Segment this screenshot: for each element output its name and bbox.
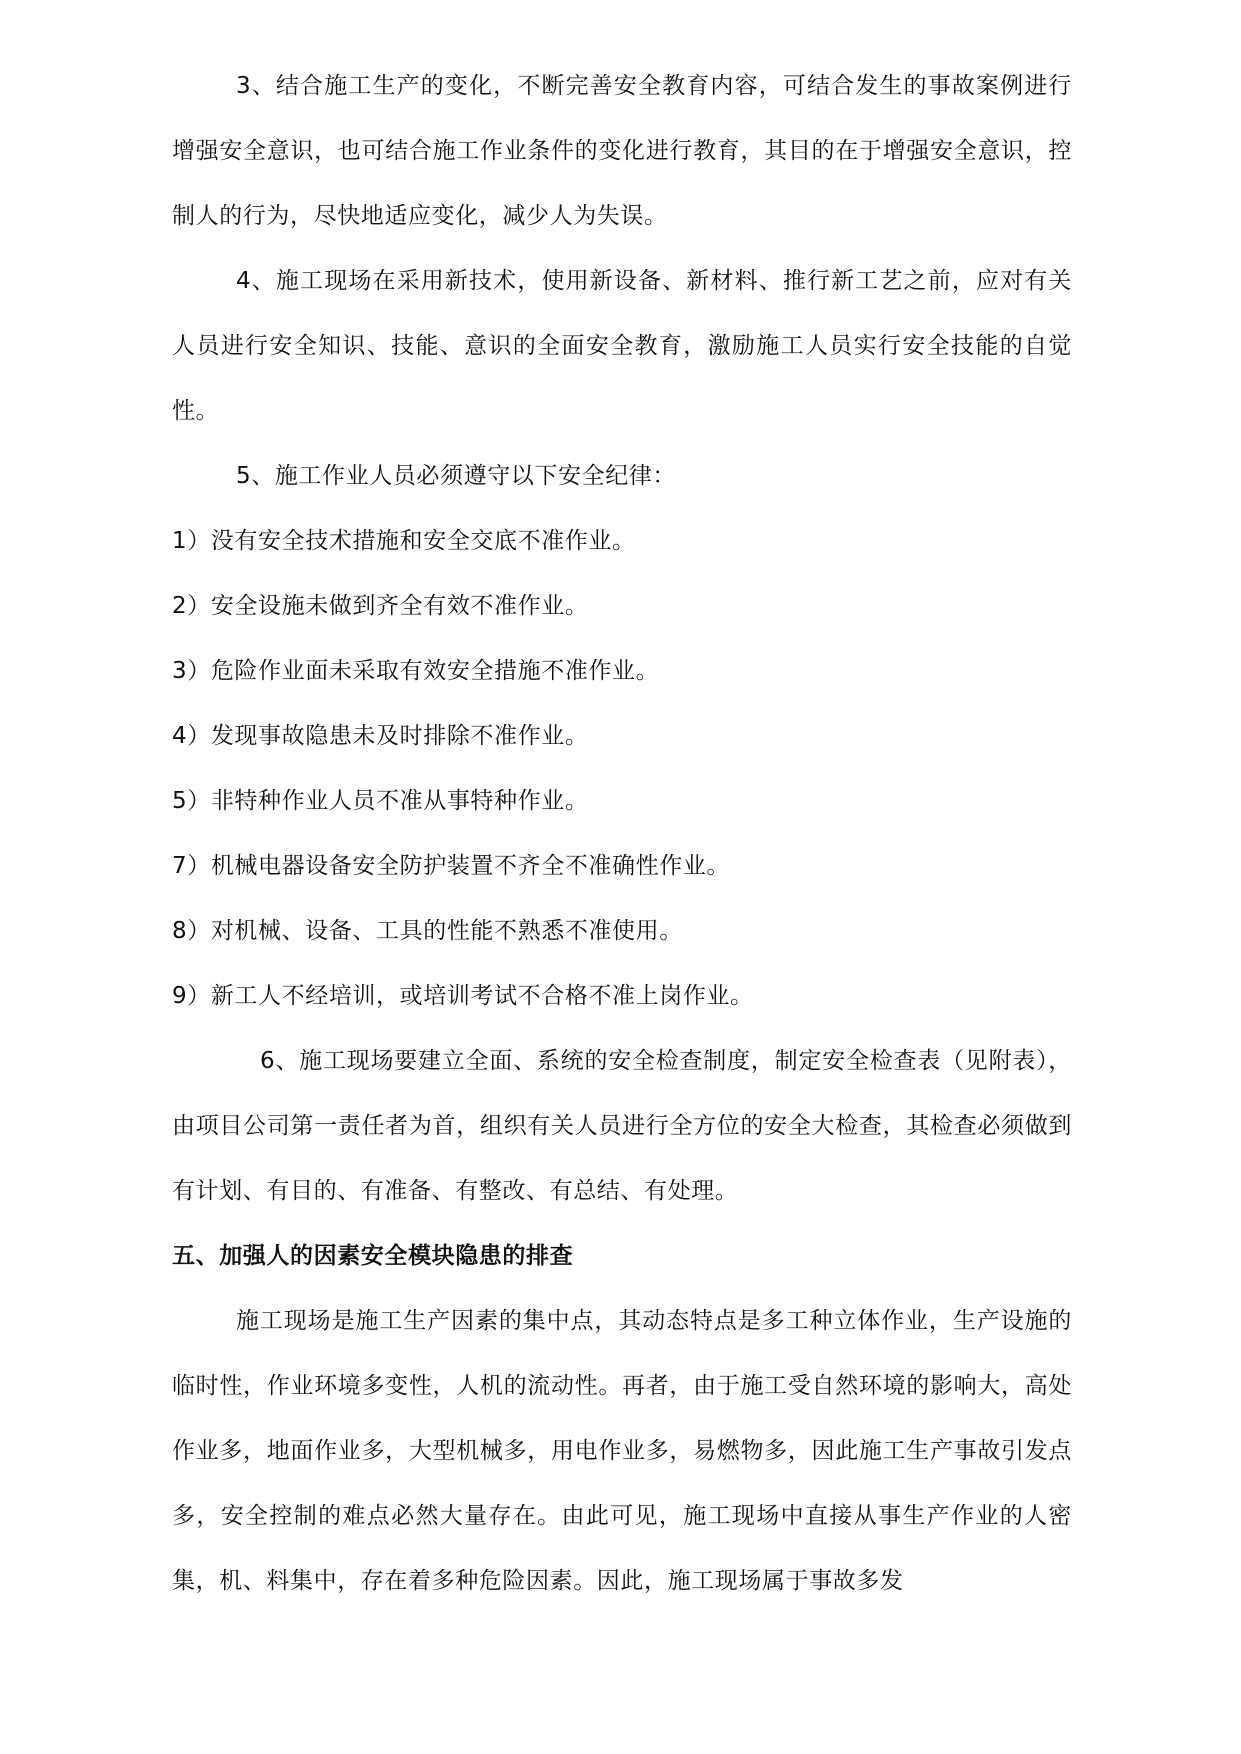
section-heading: 五、加强人的因素安全模块隐患的排查 <box>172 1243 574 1269</box>
page-content <box>172 54 1072 1614</box>
discipline-list-item: 4）发现事故隐患未及时排除不准作业。 <box>172 723 589 749</box>
discipline-list <box>172 509 1072 1029</box>
discipline-list-item: 3）危险作业面未采取有效安全措施不准作业。 <box>172 658 660 684</box>
discipline-list-item: 2）安全设施未做到齐全有效不准作业。 <box>172 593 589 619</box>
paragraph-item-4: 4、施工现场在采用新技术，使用新设备、新材料、推行新工艺之前，应对有关人员进行安全知识、技能、意识的全面安全教育，激励施工人员实行安全技能的自觉性。 <box>172 268 1072 424</box>
discipline-list-item: 7）机械电器设备安全防护装置不齐全不准确性作业。 <box>172 853 731 879</box>
section-body-paragraph: 施工现场是施工生产因素的集中点，其动态特点是多工种立体作业，生产设施的临时性，作业环境多变性，人机的流动性。再者，由于施工受自然环境的影响大，高处作业多，地面作业多，大型机械多，用电作业多，易燃物多，因此施工生产事故引发点多，安全控制的难点必然大量存在。由此可见，施工现场中直接从事生产作业的人密集，机、料集中，存在着多种危险因素。因此，施工现场属于事故多发 <box>172 1308 1072 1594</box>
paragraph-item-5: 5、施工作业人员必须遵守以下安全纪律： <box>236 463 677 489</box>
paragraph-item-6: 6、施工现场要建立全面、系统的安全检查制度，制定安全检查表（见附表），由项目公司第一责任者为首，组织有关人员进行全方位的安全大检查，其检查必须做到有计划、有目的、有准备、有整改、有总结、有处理。 <box>172 1048 1072 1204</box>
discipline-list-item: 8）对机械、设备、工具的性能不熟悉不准使用。 <box>172 918 683 944</box>
paragraph-item-3: 3、结合施工生产的变化，不断完善安全教育内容，可结合发生的事故案例进行增强安全意识，也可结合施工作业条件的变化进行教育，其目的在于增强安全意识，控制人的行为，尽快地适应变化，减少人为失误。 <box>172 73 1072 229</box>
discipline-list-item: 9）新工人不经培训，或培训考试不合格不准上岗作业。 <box>172 983 754 1009</box>
discipline-list-item: 5）非特种作业人员不准从事特种作业。 <box>172 788 589 814</box>
discipline-list-item: 1）没有安全技术措施和安全交底不准作业。 <box>172 528 636 554</box>
